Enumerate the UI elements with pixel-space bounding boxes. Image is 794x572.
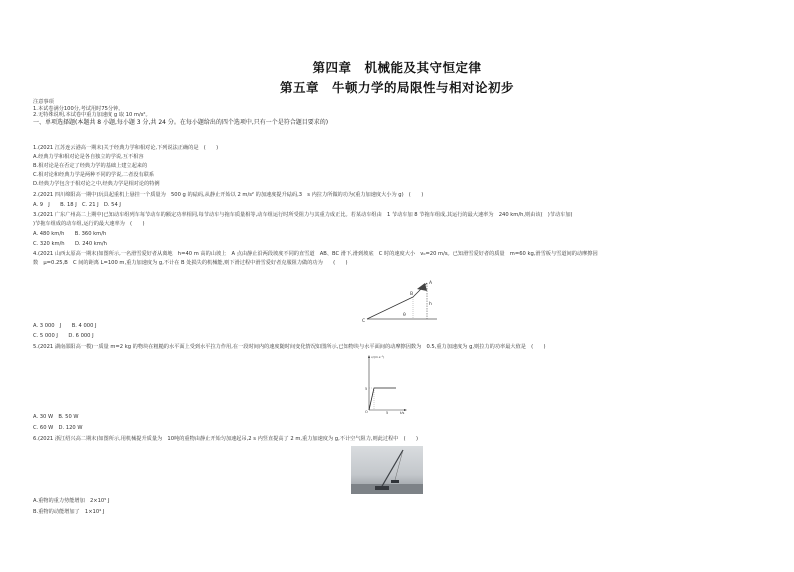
notes-line-1: 1.本试卷满分100分,考试用时75分钟。	[33, 106, 124, 112]
q3-stem: 3.(2021 广东广州高二上期中)已知动车组列车每节动车的额定功率相同,每节动车与拖车质量相等,动车组运行时所受阻力与其重力成正比。若某动车组由 1 节动车加 8 节拖车组成,其运行的最大速率为 240 km/h,则由该( )节动车加(	[33, 212, 573, 218]
q5-stem: 5.(2021 湖南邵阳高一模)一质量 m=2 kg 的物块在粗糙的水平面上受到水平拉力作用,在一段时间内的速度随时间变化情况如图所示,已知物块与水平面间的动摩擦因数为 0.5,重力加速度为 g,则拉力的功率最大值是 ( )	[33, 344, 546, 350]
q1-option-b: B.相对论是在否定了经典力学的基础上建立起来的	[33, 163, 148, 169]
q3-stem-cont: )节拖车组成的动车组,运行的最大速率为 ( )	[33, 221, 145, 227]
q4-options-cd: C. 5 000 J D. 6 000 J	[33, 333, 94, 339]
q3-options-cd: C. 320 km/h D. 240 km/h	[33, 241, 107, 247]
v-tick-5: 5	[365, 387, 368, 391]
notes-line-2: 2.无特殊说明,本试卷中重力加速度 g 取 10 m/s²。	[33, 112, 151, 118]
q1-option-a: A.经典力学和相对论是各自独立的学说,互不相容	[33, 154, 144, 160]
notes-heading: 注意事项	[33, 99, 54, 105]
label-b: B	[410, 292, 414, 297]
v-axis-label: v/(m·s⁻¹)	[371, 355, 385, 359]
q6-option-b: B.重物的动能增加了 1×10⁴ J	[33, 509, 105, 515]
q1-option-d: D.经典力学包含于相对论之中,经典力学是相对论的特例	[33, 181, 160, 187]
velocity-time-graph	[360, 352, 410, 414]
chapter-title-4: 第四章 机械能及其守恒定律	[312, 60, 482, 75]
q3-options-ab: A. 480 km/h B. 360 km/h	[33, 231, 107, 237]
crane-photo	[351, 446, 423, 494]
t-tick-5: 5	[386, 411, 389, 414]
slope-bc	[367, 297, 413, 319]
accel-segment	[369, 388, 374, 410]
ski-slope-figure	[355, 275, 445, 325]
origin-label: O	[365, 410, 368, 414]
q4-options-ab: A. 3 000 J B. 4 000 J	[33, 323, 97, 329]
q6-stem: 6.(2021 浙江绍兴高二期末)如图所示,用机械提升质量为 10吨的重物由静止开始匀加速起吊,2 s 内竖直提高了 2 m,重力加速度为 g,不计空气阻力,则此过程中 ( )	[33, 436, 419, 442]
q5-options-cd: C. 60 W D. 120 W	[33, 425, 83, 431]
label-theta: θ	[403, 313, 406, 318]
chapter-title-5: 第五章 牛顿力学的局限性与相对论初步	[279, 80, 514, 95]
q4-stem: 4.(2021 山西太原高一期末)如图所示,一名滑雪爱好者从离地 h=40 m 高的山坡上 A 点由静止沿两段坡度不同的直雪道 AB、BC 滑下,滑到坡底 C 时的速度大小 v₀=20 m/s。已知滑雪爱好者的质量 m=60 kg,滑雪板与雪道间的动摩擦因	[33, 251, 598, 257]
label-h: h	[429, 302, 432, 307]
crane-base	[375, 486, 389, 490]
t-axis-arrow	[404, 409, 407, 411]
label-c: C	[362, 319, 366, 324]
q2-stem: 2.(2021 四川绵阳高一期中)玩具起重机上悬挂一个质量为 500 g 的砝码,从静止开始以 2 m/s² 的加速度提升砝码,3 s 内拉力所做的功为(重力加速度大小为 g) ( )	[33, 192, 424, 198]
q1-option-c: C.相对论和经典力学是两种不同的学说,二者没有联系	[33, 172, 155, 178]
q2-options: A. 9 J B. 18 J C. 21 J D. 54 J	[33, 202, 121, 208]
q6-option-a: A.重物的重力势能增加 2×10⁵ J	[33, 498, 110, 504]
label-a: A	[429, 281, 433, 286]
crane-load	[391, 480, 399, 483]
v-axis-arrow	[368, 355, 370, 358]
q1-stem: 1.(2021 江苏连云港高一期末)关于经典力学和相对论,下列说法正确的是 ( )	[33, 145, 219, 151]
q5-options-ab: A. 30 W B. 50 W	[33, 414, 79, 420]
section-heading: 一、单项选择题(本题共 8 小题,每小题 3 分,共 24 分。在每小题给出的四个选项中,只有一个是符合题目要求的)	[33, 119, 329, 126]
t-axis-label: t/s	[400, 411, 405, 414]
q4-stem-cont: 数 μ=0.25,B C 间的距离 L=100 m,重力加速度为 g,不计在 B 处损失的机械能,则下滑过程中滑雪爱好者克服阻力做的功为 ( )	[33, 260, 348, 266]
